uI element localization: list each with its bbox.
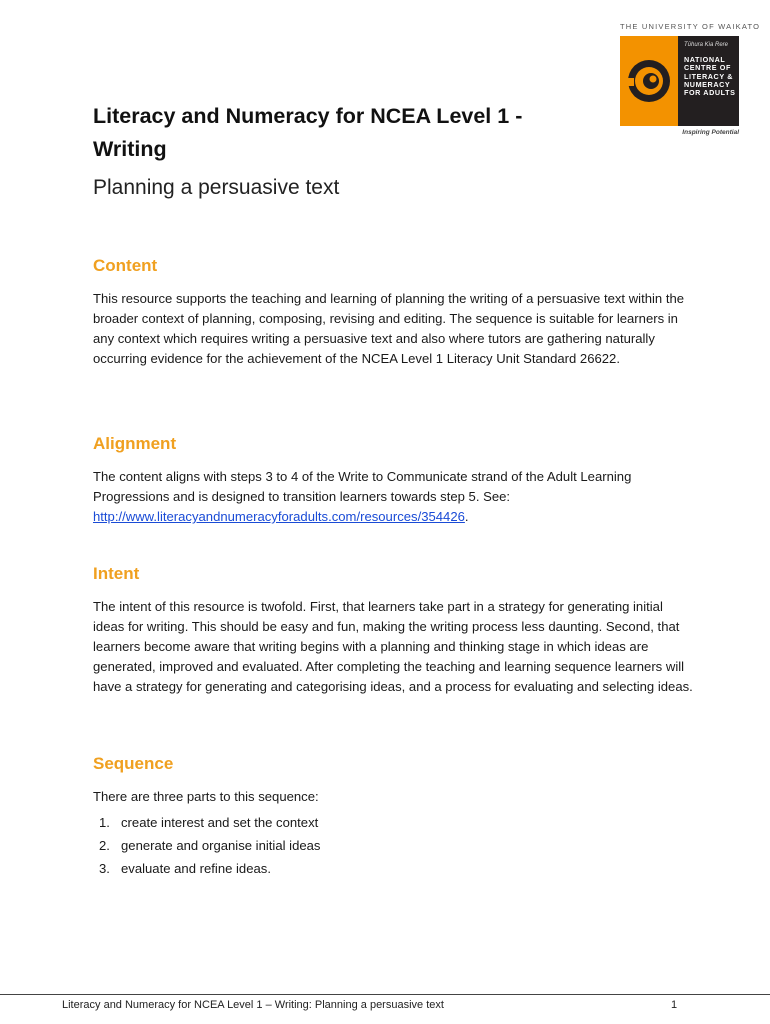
centre-name-line: FOR ADULTS xyxy=(684,88,736,98)
centre-name xyxy=(684,56,736,97)
list-item xyxy=(99,859,320,882)
document-subtitle: Planning a persuasive text xyxy=(93,176,340,199)
logo-tagline: Inspiring Potential xyxy=(682,129,739,136)
resource-link[interactable]: http://www.literacyandnumeracyforadults.com/resources/354426 xyxy=(93,509,465,524)
centre-name-line: NUMERACY xyxy=(684,79,731,89)
content-heading: Content xyxy=(93,256,158,275)
koru-swirl-icon xyxy=(624,48,674,114)
list-item-text: generate and organise initial ideas xyxy=(121,838,321,853)
content-paragraph: This resource supports the teaching and learning of planning the writing of a persuasive text within the broader context of planning, composing, revising and editing. The sequence is suitable for learners in any context which requires writing a persuasive text and also where tutors are gathering naturally occurring evidence for the achievement of the NCEA Level 1 Literacy Unit Standard 26622. xyxy=(93,291,685,366)
intent-paragraph: The intent of this resource is twofold. First, that learners take part in a strategy for generating initial ideas for writing. This should be easy and fun, making the writing process less daunting. Second, that learners become aware that writing begins with a planning and thinking stage in which ideas are generated, improved and evaluated. After completing the teaching and learning sequence learners will have a strategy for generating and categorising ideas, and a process for evaluating and selecting ideas. xyxy=(93,599,693,694)
footer-divider xyxy=(0,994,770,995)
sequence-list xyxy=(99,813,320,882)
list-item-text: evaluate and refine ideas. xyxy=(121,861,271,876)
page-footer: Literacy and Numeracy for NCEA Level 1 – Writing: Planning a persuasive text xyxy=(62,999,444,1011)
centre-name-line: CENTRE OF xyxy=(684,63,731,73)
list-item-text: create interest and set the context xyxy=(121,815,319,830)
list-item-number: 3. xyxy=(99,861,110,876)
maori-motto: Tūhura Kia Rere xyxy=(684,42,729,48)
alignment-heading: Alignment xyxy=(93,434,177,453)
list-item xyxy=(99,813,320,836)
list-item xyxy=(99,836,320,859)
alignment-paragraph xyxy=(93,467,693,527)
sequence-intro: There are three parts to this sequence: xyxy=(93,789,319,804)
centre-name-line: NATIONAL xyxy=(684,55,726,64)
sequence-heading: Sequence xyxy=(93,754,174,773)
waikato-nclna-logo xyxy=(620,22,761,136)
list-item-number: 1. xyxy=(99,815,110,830)
list-item-number: 2. xyxy=(99,838,110,853)
page-number: 1 xyxy=(671,999,678,1011)
intent-heading: Intent xyxy=(93,564,140,583)
centre-name-line: LITERACY & xyxy=(684,71,733,81)
alignment-text: The content aligns with steps 3 to 4 of the Write to Communicate strand of the Adult Learning Progressions and is designed to transition learners towards step 5. See: xyxy=(93,469,632,504)
alignment-period: . xyxy=(464,509,469,524)
university-name: THE UNIVERSITY OF WAIKATO xyxy=(620,22,761,31)
document-title: Literacy and Numeracy for NCEA Level 1 - Writing xyxy=(93,104,523,161)
